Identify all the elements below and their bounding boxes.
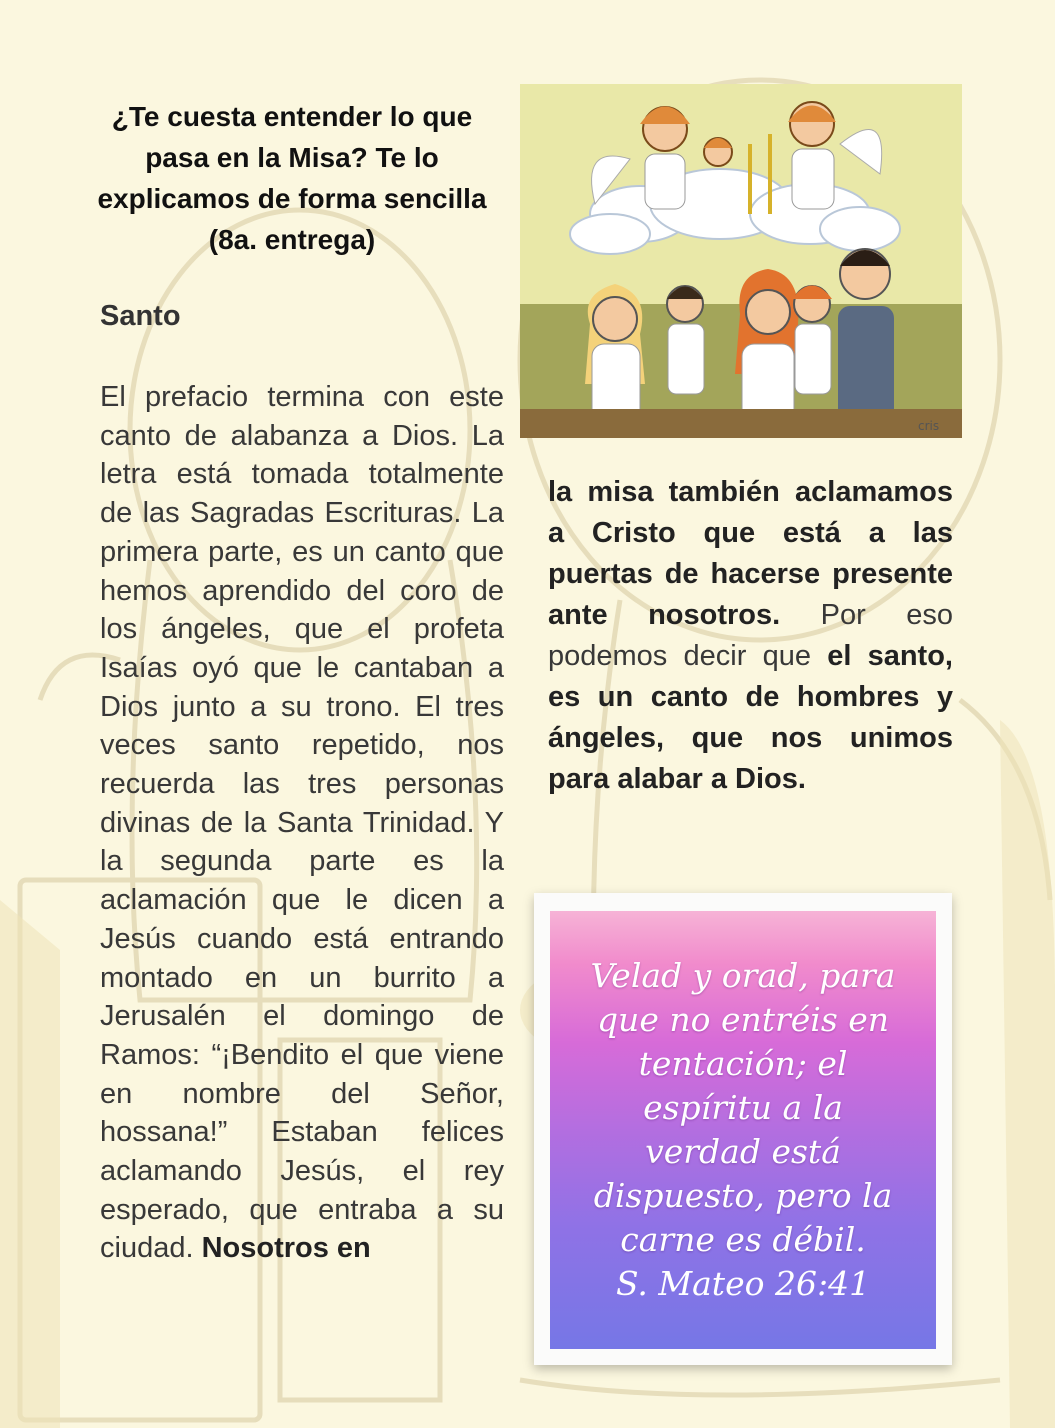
right-middle-text: Por eso podemos decir que [548, 599, 953, 672]
verse-gradient-panel [550, 911, 936, 1349]
verse-line: Velad y orad, para [590, 956, 896, 995]
verse-line: carne es débil. [620, 1220, 866, 1259]
verse-card [534, 893, 952, 1365]
right-column-text [548, 472, 953, 800]
choir-illustration [520, 84, 962, 438]
verse-reference: S. Mateo 26:41 [615, 1264, 871, 1303]
verse-line: tentación; el [638, 1044, 848, 1083]
verse-line: verdad está [645, 1132, 841, 1171]
left-bold-ending: Nosotros en [201, 1232, 371, 1265]
verse-line: que no entréis en [596, 1000, 890, 1039]
section-heading: Santo [100, 300, 181, 332]
artist-signature: cris [918, 419, 940, 433]
verse-line: espíritu a la [643, 1088, 843, 1127]
left-column-text [100, 378, 504, 1268]
right-bold-ending: el santo, es un canto de hombres y ángeles, que nos unimos para alabar a Dios. [548, 640, 953, 795]
left-paragraph: El prefacio termina con este canto de alabanza a Dios. La letra está tomada totalmente de las Sagradas Escrituras. La primera parte, es un canto que hemos aprendido del coro de los ángeles, que el profeta Isaías oyó que le cantaban a Dios junto a su trono. El tres veces santo repetido, nos recuerda las tres personas divinas de la Santa Trinidad. Y la segunda parte es la aclamación que le dicen a Jesús cuando está entrando montado en un burrito a Jerusalén el domingo de Ramos: “¡Bendito el que viene en nombre del Señor, hossana!” Estaban felices aclamando Jesús, el rey esperado, que entraba a su ciudad. [100, 381, 504, 1265]
choir-drawing [520, 84, 962, 438]
page-title: ¿Te cuesta entender lo que pasa en la Misa? Te lo explicamos de forma sencilla (8a. entrega) [97, 101, 487, 255]
verse-line: dispuesto, pero la [593, 1176, 893, 1215]
right-bold-start: la misa también aclamamos a Cristo que está a las puertas de hacerse presente ante nosotros. [548, 476, 953, 631]
